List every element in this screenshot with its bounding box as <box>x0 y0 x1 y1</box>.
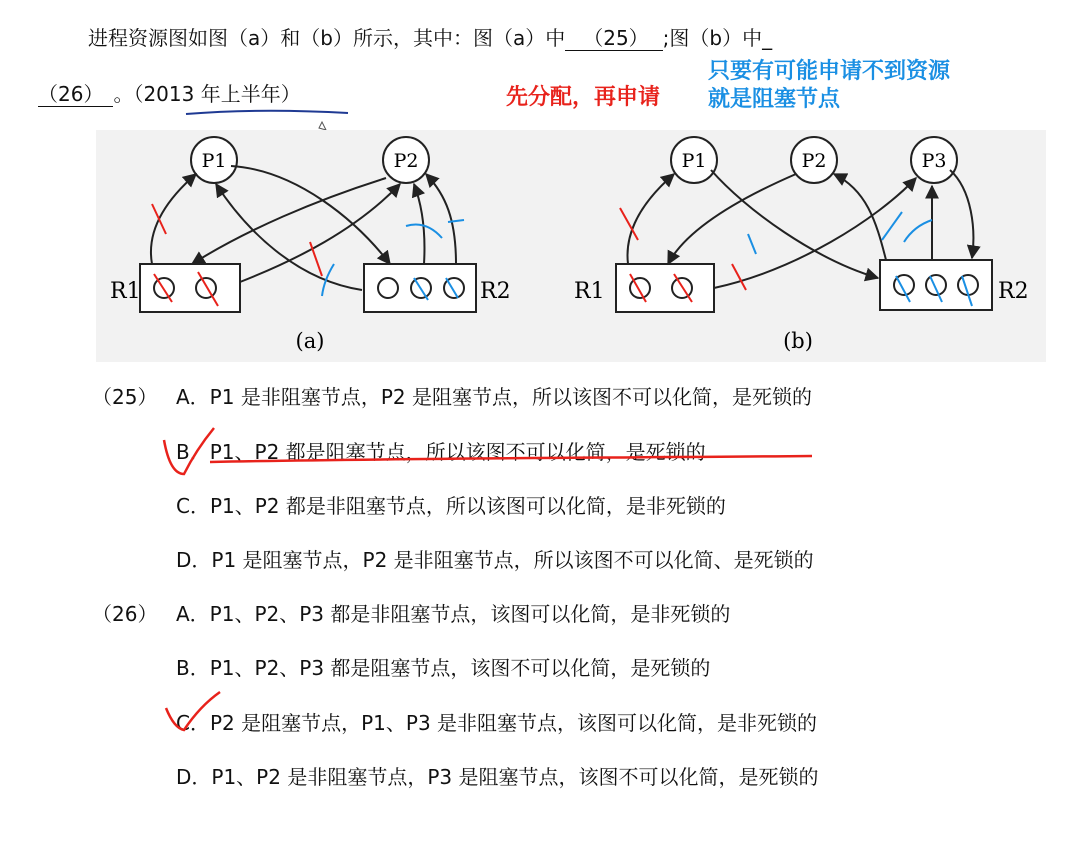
q26-number: （26） <box>92 602 158 626</box>
blank-26: （26） <box>38 82 113 107</box>
fig-a-r2-label: R2 <box>480 279 511 304</box>
q25-option-a: A．P1 是非阻塞节点，P2 是阻塞节点，所以该图不可以化简，是死锁的 <box>176 385 812 409</box>
red-note: 先分配，再申请 <box>506 85 661 110</box>
q25-option-b: B．P1、P2 都是阻塞节点，所以该图不可以化简，是死锁的 <box>176 440 706 464</box>
question-trail: _ <box>762 26 773 50</box>
fig-a-caption: (a) <box>295 329 325 353</box>
blank-25: （25） <box>565 26 662 51</box>
fig-a-p2-label: P2 <box>393 150 419 172</box>
q26-option-d: D．P1、P2 是非阻塞节点，P3 是阻塞节点，该图不可以化简，是死锁的 <box>176 765 819 789</box>
fig-a-r1-label: R1 <box>110 279 141 304</box>
fig-b-caption: (b) <box>783 329 813 353</box>
question-middle: ;图（b）中 <box>662 26 763 50</box>
fig-b-p2-label: P2 <box>801 150 827 172</box>
fig-a-p1-label: P1 <box>201 150 227 172</box>
blue-note <box>708 58 950 114</box>
q26-option-c: C．P2 是阻塞节点，P1、P3 是非阻塞节点，该图可以化简，是非死锁的 <box>176 711 818 735</box>
resource-allocation-diagrams <box>96 130 1046 362</box>
q25-number: （25） <box>92 385 158 409</box>
q26-option-b: B．P1、P2、P3 都是阻塞节点，该图不可以化简，是死锁的 <box>176 656 711 680</box>
q25-option-c: C．P1、P2 都是非阻塞节点，所以该图可以化简，是非死锁的 <box>176 494 726 518</box>
question-intro: 进程资源图如图（a）和（b）所示，其中：图（a）中 <box>88 26 566 50</box>
fig-b-r1-label: R1 <box>574 279 605 304</box>
fig-b-p3-label: P3 <box>921 150 947 172</box>
question-source: 。（2013 年上半年） <box>113 82 301 106</box>
fig-b-resource-r2 <box>880 260 992 310</box>
fig-b-p1-label: P1 <box>681 150 707 172</box>
q25-option-d: D．P1 是阻塞节点，P2 是非阻塞节点，所以该图不可以化简、是死锁的 <box>176 548 814 572</box>
fig-b-r2-label: R2 <box>998 279 1029 304</box>
blue-note-line1: 只要有可能申请不到资源 <box>708 59 951 84</box>
blue-note-line2: 就是阻塞节点 <box>708 87 841 112</box>
q26-option-a: A．P1、P2、P3 都是非阻塞节点，该图可以化简，是非死锁的 <box>176 602 731 626</box>
diagram-background <box>96 130 1046 362</box>
